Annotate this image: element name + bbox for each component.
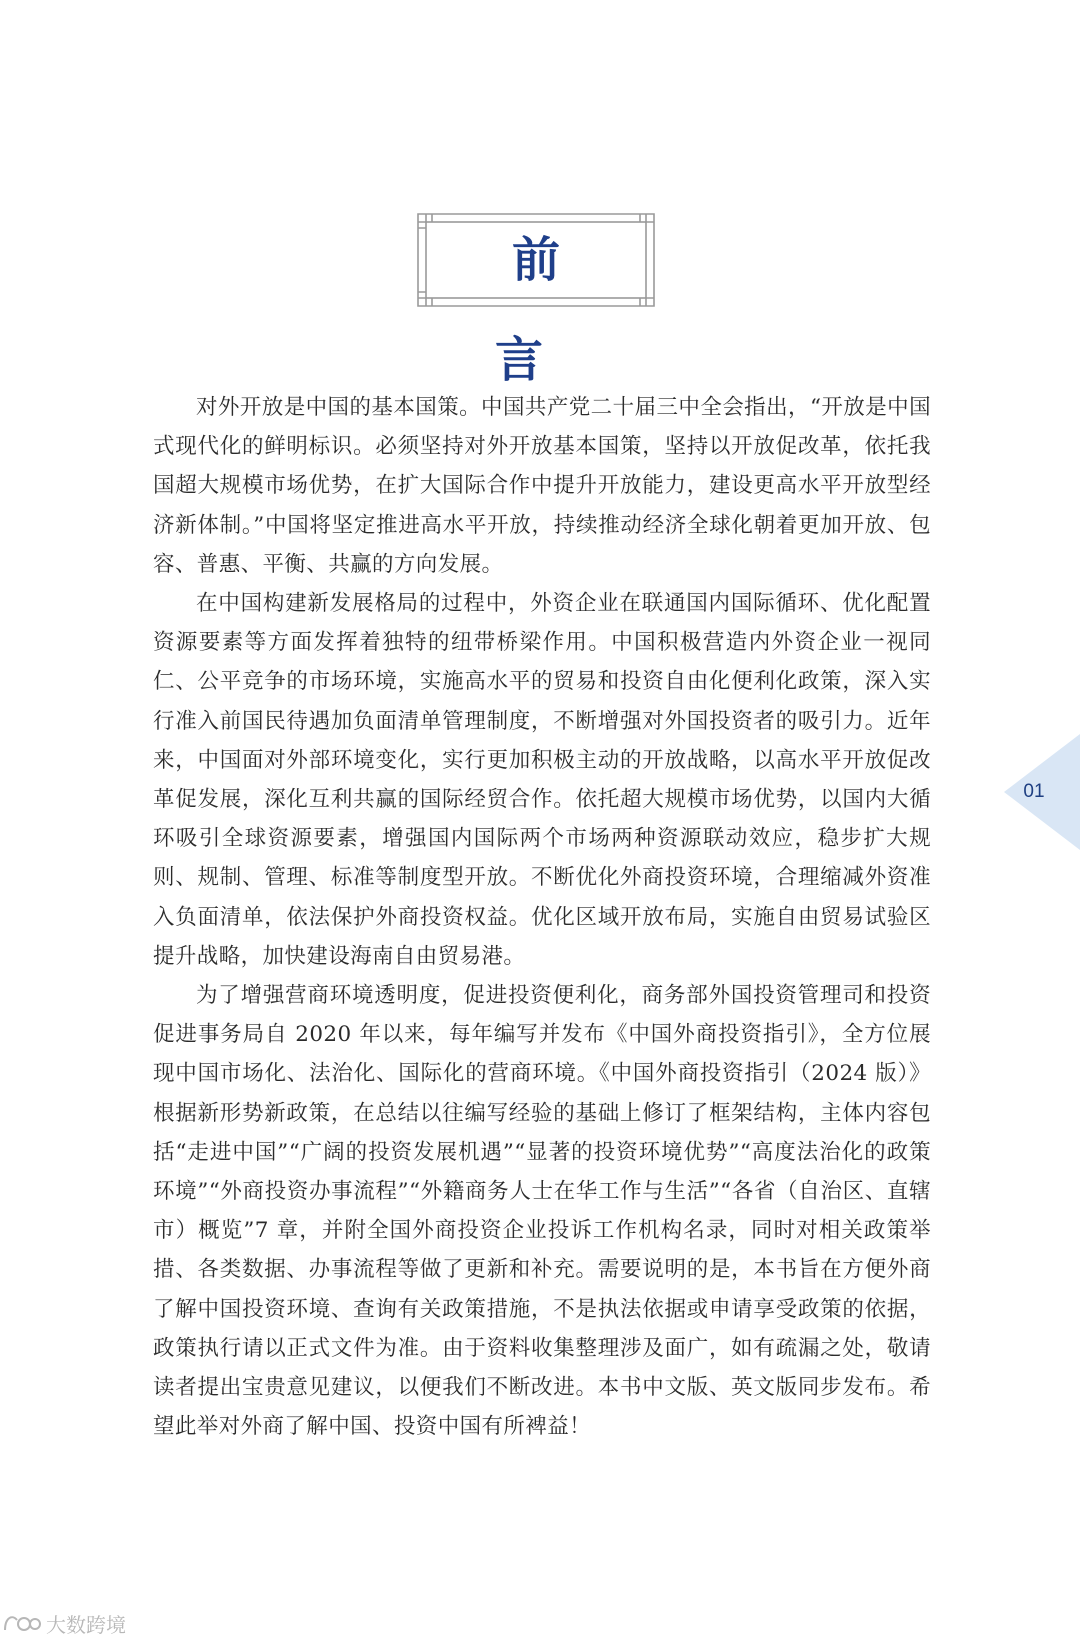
page-number-tab: [1000, 734, 1080, 850]
preface-body: [153, 388, 931, 1446]
watermark: [2, 1606, 126, 1640]
page-title: 前 言: [494, 232, 594, 388]
paragraph: 对外开放是中国的基本国策。中国共产党二十届三中全会指出，“开放是中国式现代化的鲜明标识。必须坚持对外开放基本国策，坚持以开放促改革，依托我国超大规模市场优势，在扩大国际合作中提升开放能力，建设更高水平开放型经济新体制。”中国将坚定推进高水平开放，持续推动经济全球化朝着更加开放、包容、普惠、平衡、共赢的方向发展。: [153, 395, 931, 577]
brand-logo-icon: [2, 1610, 42, 1636]
page-number: 01: [1023, 781, 1045, 802]
watermark-text: 大数跨境: [46, 1612, 126, 1637]
paragraph: 在中国构建新发展格局的过程中，外资企业在联通国内国际循环、优化配置资源要素等方面发挥着独特的纽带桥梁作用。中国积极营造内外资企业一视同仁、公平竞争的市场环境，实施高水平的贸易和投资自由化便利化政策，深入实行准入前国民待遇加负面清单管理制度，不断增强对外国投资者的吸引力。近年来，中国面对外部环境变化，实行更加积极主动的开放战略，以高水平开放促改革促发展，深化互利共赢的国际经贸合作。依托超大规模市场优势，以国内大循环吸引全球资源要素，增强国内国际两个市场两种资源联动效应，稳步扩大规则、规制、管理、标准等制度型开放。不断优化外商投资环境，合理缩减外资准入负面清单，依法保护外商投资权益。优化区域开放布局，实施自由贸易试验区提升战略，加快建设海南自由贸易港。: [153, 591, 931, 969]
paragraph: 为了增强营商环境透明度，促进投资便利化，商务部外国投资管理司和投资促进事务局自 2020 年以来，每年编写并发布《中国外商投资指引》，全方位展现中国市场化、法治化、国际化的营商环境。《中国外商投资指引（2024 版）》根据新形势新政策，在总结以往编写经验的基础上修订了框架结构，主体内容包括“走进中国”“广阔的投资发展机遇”“显著的投资环境优势”“高度法治化的政策环境”“外商投资办事流程”“外籍商务人士在华工作与生活”“各省（自治区、直辖市）概览”7 章，并附全国外商投资企业投诉工作机构名录，同时对相关政策举措、各类数据、办事流程等做了更新和补充。需要说明的是，本书旨在方便外商了解中国投资环境、查询有关政策措施，不是执法依据或申请享受政策的依据，政策执行请以正式文件为准。由于资料收集整理涉及面广，如有疏漏之处，敬请读者提出宝贵意见建议，以便我们不断改进。本书中文版、英文版同步发布。希望此举对外商了解中国、投资中国有所裨益！: [153, 983, 931, 1440]
title-frame: [414, 210, 658, 388]
